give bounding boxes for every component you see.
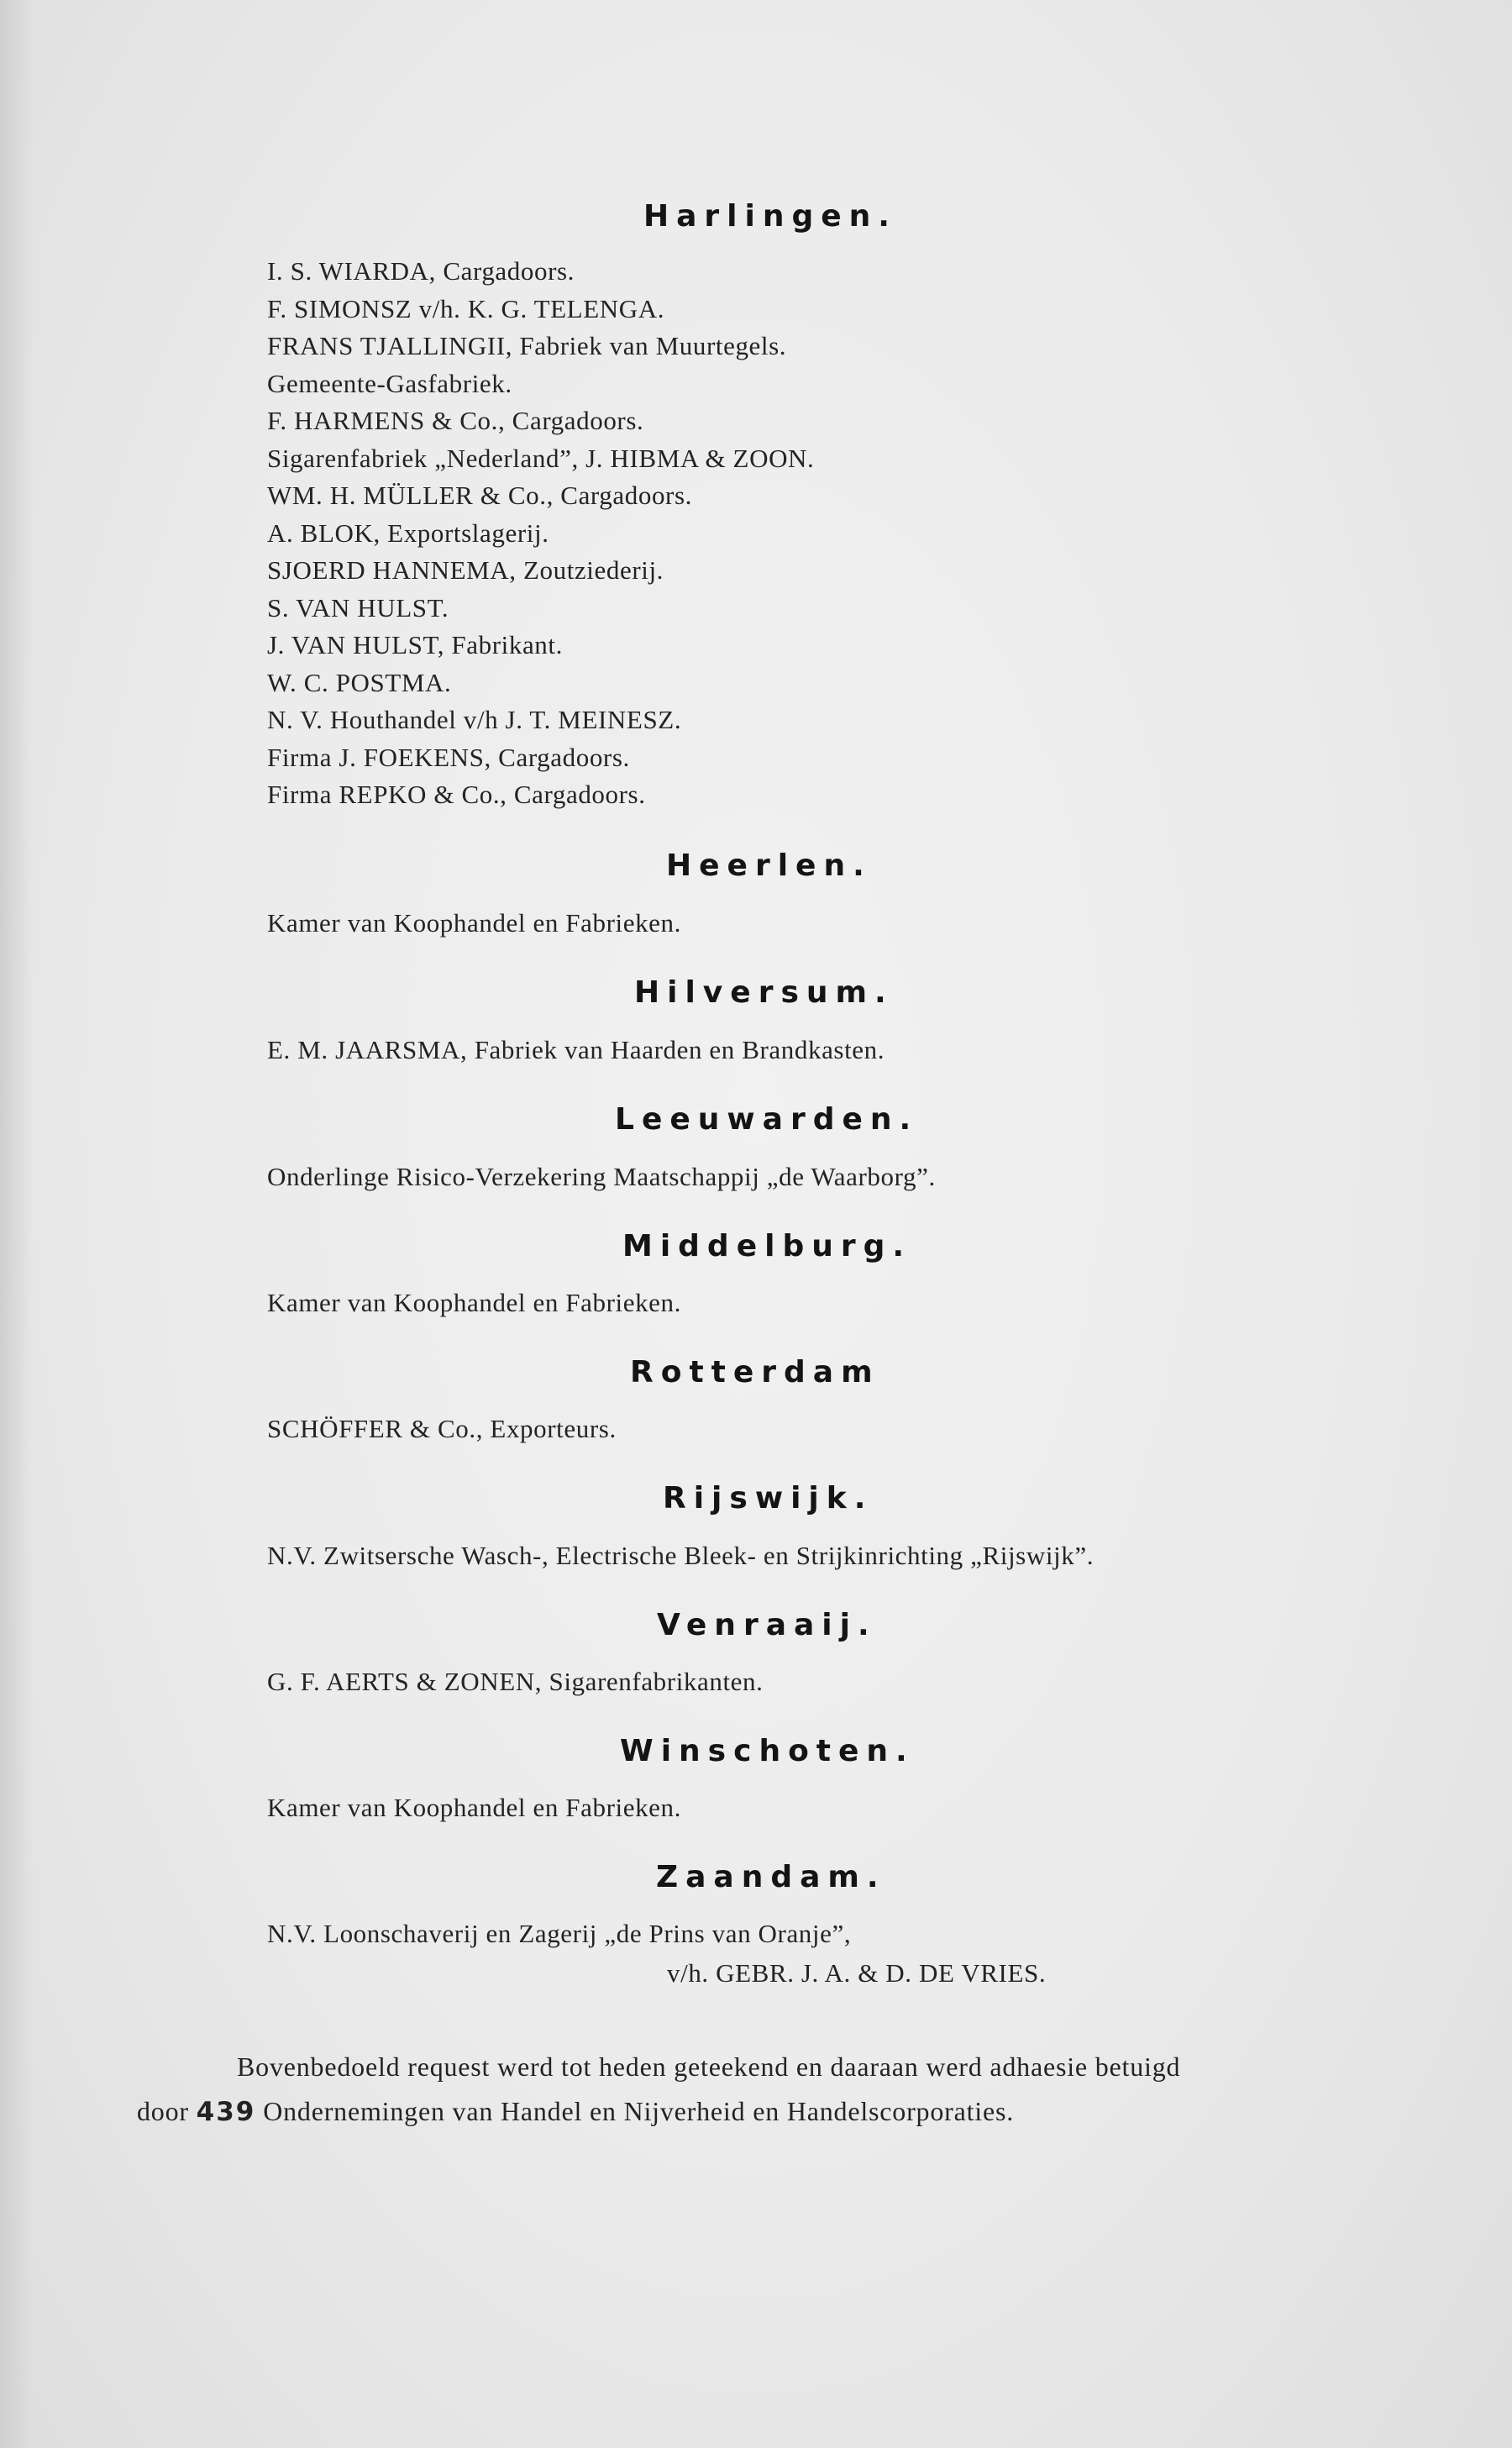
heading-hilversum: Hilversum. xyxy=(634,975,894,1010)
entry-venraaij: G. F. AERTS & ZONEN, Sigarenfabrikanten. xyxy=(267,1667,764,1696)
list-item: F. SIMONSZ v/h. K. G. TELENGA. xyxy=(267,293,665,323)
list-item: W. C. POSTMA. xyxy=(267,667,452,697)
closing-line-1: Bovenbedoeld request werd tot heden geteekend en daaraan werd adhaesie betuigd xyxy=(237,2051,1181,2082)
list-item: SJOERD HANNEMA, Zoutziederij. xyxy=(267,555,664,585)
entry-winschoten: Kamer van Koophandel en Fabrieken. xyxy=(267,1793,681,1822)
entry-zaandam-line1: N.V. Loonschaverij en Zagerij „de Prins van Oranje”, xyxy=(267,1919,852,1948)
list-item: N. V. Houthandel v/h J. T. MEINESZ. xyxy=(267,705,682,734)
closing-line-2 xyxy=(137,2091,1014,2132)
entry-zaandam-line2: v/h. GEBR. J. A. & D. DE VRIES. xyxy=(667,1958,1047,1988)
list-item: Gemeente-Gasfabriek. xyxy=(267,368,512,398)
list-item: I. S. WIARDA, Cargadoors. xyxy=(267,256,575,286)
list-item: WM. H. MÜLLER & Co., Cargadoors. xyxy=(267,481,692,510)
heading-harlingen: Harlingen. xyxy=(643,199,897,234)
list-item: Firma REPKO & Co., Cargadoors. xyxy=(267,780,646,809)
closing-prefix: door xyxy=(137,2096,189,2126)
list-item: Sigarenfabriek „Nederland”, J. HIBMA & ZOON. xyxy=(267,443,815,473)
heading-rijswijk: Rijswijk. xyxy=(663,1481,874,1516)
heading-leeuwarden: Leeuwarden. xyxy=(615,1102,919,1137)
harlingen-list xyxy=(267,253,814,814)
list-item: J. VAN HULST, Fabrikant. xyxy=(267,630,563,659)
entry-rijswijk: N.V. Zwitsersche Wasch-, Electrische Bleek- en Strijkinrichting „Rijswijk”. xyxy=(267,1541,1095,1570)
list-item: S. VAN HULST. xyxy=(267,592,449,623)
heading-middelburg: Middelburg. xyxy=(622,1229,912,1263)
entry-heerlen: Kamer van Koophandel en Fabrieken. xyxy=(267,908,681,938)
entry-middelburg: Kamer van Koophandel en Fabrieken. xyxy=(267,1288,681,1317)
heading-heerlen: Heerlen. xyxy=(666,848,872,883)
heading-winschoten: Winschoten. xyxy=(620,1734,915,1768)
entry-leeuwarden: Onderlinge Risico-Verzekering Maatschappij „de Waarborg”. xyxy=(267,1162,936,1191)
list-item: F. HARMENS & Co., Cargadoors. xyxy=(267,406,644,435)
entry-rotterdam: SCHÖFFER & Co., Exporteurs. xyxy=(267,1414,617,1443)
entry-hilversum: E. M. JAARSMA, Fabriek van Haarden en Brandkasten. xyxy=(267,1035,885,1064)
heading-rotterdam: Rotterdam xyxy=(630,1355,880,1389)
list-item: Firma J. FOEKENS, Cargadoors. xyxy=(267,742,630,772)
heading-venraaij: Venraaij. xyxy=(657,1608,877,1642)
list-item: A. BLOK, Exportslagerij. xyxy=(267,517,549,548)
company-count: 439 xyxy=(196,2097,256,2127)
closing-suffix: Ondernemingen van Handel en Nijverheid en Handelscorporaties. xyxy=(263,2096,1015,2126)
list-item: FRANS TJALLINGII, Fabriek van Muurtegels. xyxy=(267,331,787,360)
heading-zaandam: Zaandam. xyxy=(656,1860,886,1894)
